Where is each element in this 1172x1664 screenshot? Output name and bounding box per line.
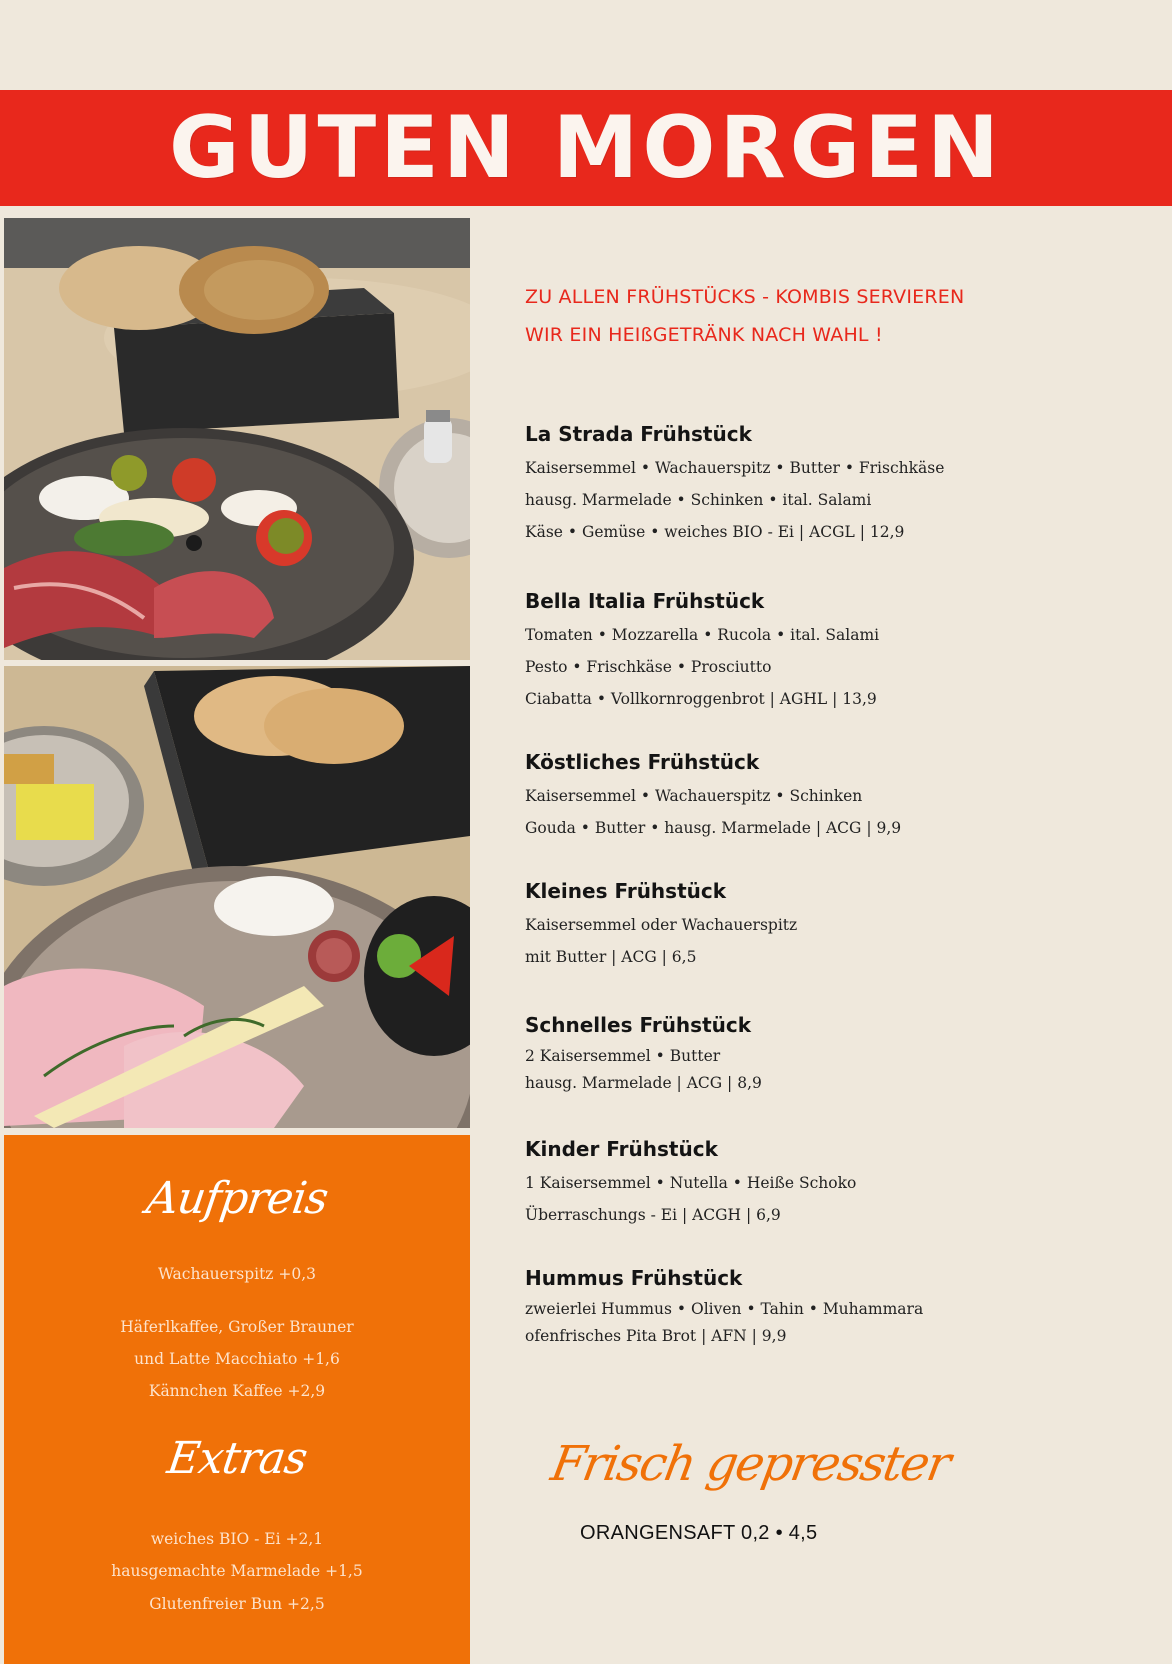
menu-item-line: Gouda • Butter • hausg. Marmelade | ACG | 9,9 bbox=[525, 819, 902, 837]
juice-heading: Frisch gepresster bbox=[547, 1436, 954, 1492]
menu-item-title: Köstliches Frühstück bbox=[525, 750, 760, 774]
menu-item-line: ofenfrisches Pita Brot | AFN | 9,9 bbox=[525, 1327, 787, 1345]
menu-item-title: Kinder Frühstück bbox=[525, 1137, 718, 1161]
menu-item-line: 2 Kaisersemmel • Butter bbox=[525, 1047, 721, 1065]
menu-item-title: Schnelles Frühstück bbox=[525, 1013, 752, 1037]
menu-item-line: Kaisersemmel • Wachauerspitz • Butter • Frischkäse bbox=[525, 459, 945, 477]
extras-heading: Extras bbox=[164, 1433, 310, 1484]
extras-line: weiches BIO - Ei +2,1 bbox=[150, 1530, 324, 1548]
menu-item-line: 1 Kaisersemmel • Nutella • Heiße Schoko bbox=[525, 1174, 857, 1192]
header-banner bbox=[0, 90, 1172, 206]
menu-item-title: La Strada Frühstück bbox=[525, 422, 752, 446]
extras-line: Glutenfreier Bun +2,5 bbox=[149, 1595, 325, 1613]
aufpreis-line: und Latte Macchiato +1,6 bbox=[134, 1350, 340, 1368]
menu-item-la-strada bbox=[525, 422, 1125, 548]
menu-item-title: Bella Italia Frühstück bbox=[525, 589, 765, 613]
aufpreis-line: Wachauerspitz +0,3 bbox=[157, 1265, 317, 1283]
top-band bbox=[0, 0, 1172, 86]
breakfast-platter-photo bbox=[4, 218, 470, 660]
menu-item-title: Hummus Frühstück bbox=[525, 1266, 743, 1290]
menu-item-line: zweierlei Hummus • Oliven • Tahin • Muhammara bbox=[525, 1300, 924, 1318]
menu-item-line: hausg. Marmelade | ACG | 8,9 bbox=[525, 1074, 762, 1092]
menu-item-line: mit Butter | ACG | 6,5 bbox=[525, 948, 697, 966]
menu-item-hummus bbox=[525, 1266, 1125, 1350]
aufpreis-line: Häferlkaffee, Großer Brauner bbox=[120, 1318, 354, 1336]
menu-item-schnelles bbox=[525, 1013, 1125, 1097]
juice-price: ORANGENSAFT 0,2 • 4,5 bbox=[580, 1522, 818, 1544]
menu-item-line: Käse • Gemüse • weiches BIO - Ei | ACGL | 12,9 bbox=[525, 523, 905, 541]
menu-item-line: Überraschungs - Ei | ACGH | 6,9 bbox=[525, 1206, 781, 1224]
menu-item-line: hausg. Marmelade • Schinken • ital. Salami bbox=[525, 491, 872, 509]
menu-item-kinder bbox=[525, 1137, 1125, 1231]
extras-line: hausgemachte Marmelade +1,5 bbox=[111, 1562, 363, 1580]
ham-cheese-platter-photo bbox=[4, 666, 470, 1128]
aufpreis-heading: Aufpreis bbox=[143, 1173, 331, 1224]
intro-line: WIR EIN HEIßGETRÄNK NACH WAHL ! bbox=[525, 324, 883, 346]
menu-item-line: Ciabatta • Vollkornroggenbrot | AGHL | 13,9 bbox=[525, 690, 877, 708]
menu-item-line: Pesto • Frischkäse • Prosciutto bbox=[525, 658, 772, 676]
page-title: GUTEN MORGEN bbox=[169, 98, 1003, 198]
menu-item-line: Kaisersemmel • Wachauerspitz • Schinken bbox=[525, 787, 863, 805]
intro-note bbox=[525, 278, 1085, 354]
menu-item-koestliches bbox=[525, 750, 1125, 844]
menu-item-title: Kleines Frühstück bbox=[525, 879, 727, 903]
menu-item-line: Kaisersemmel oder Wachauerspitz bbox=[525, 916, 798, 934]
intro-line: ZU ALLEN FRÜHSTÜCKS - KOMBIS SERVIEREN bbox=[525, 286, 965, 308]
aufpreis-line: Kännchen Kaffee +2,9 bbox=[148, 1382, 326, 1400]
menu-item-kleines bbox=[525, 879, 1125, 973]
menu-item-line: Tomaten • Mozzarella • Rucola • ital. Salami bbox=[525, 626, 880, 644]
menu-item-bella-italia bbox=[525, 589, 1125, 715]
aufpreis-extras-panel bbox=[4, 1135, 470, 1664]
